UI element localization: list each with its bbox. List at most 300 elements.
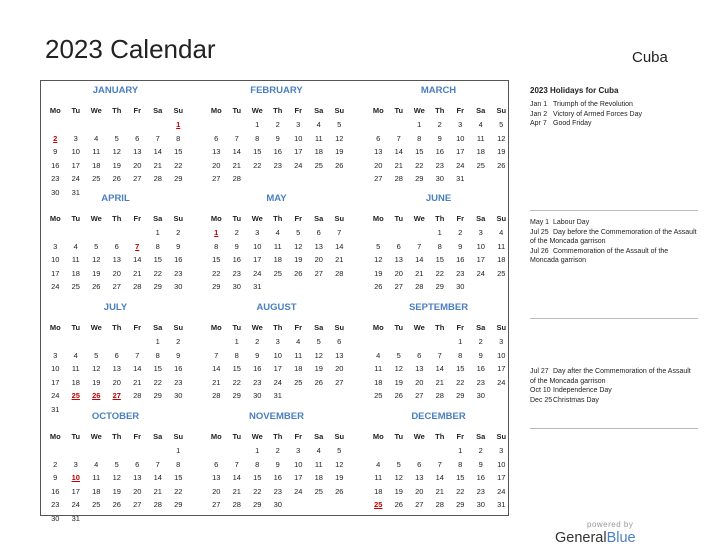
day-cell: 24	[273, 377, 282, 387]
day-cell: 15	[174, 473, 183, 482]
weekday-header: We	[251, 106, 263, 115]
day-cell: 10	[273, 350, 282, 360]
day-cell: 21	[394, 160, 403, 170]
day-cell: 13	[374, 147, 383, 156]
day-cell: 23	[51, 174, 60, 183]
day-cell: 4	[316, 120, 321, 129]
day-cell: 20	[335, 364, 344, 373]
weekday-header: Su	[496, 323, 507, 332]
day-cell: 1	[155, 228, 160, 237]
day-cell: 17	[497, 473, 506, 482]
day-cell: 25	[273, 268, 282, 278]
day-cell: 27	[212, 500, 221, 509]
month-name: AUGUST	[256, 302, 297, 313]
day-cell: 29	[153, 282, 162, 291]
day-cell: 30	[456, 282, 465, 291]
weekday-header: Fr	[456, 214, 464, 223]
month-name: SEPTEMBER	[408, 302, 469, 313]
day-cell: 9	[176, 241, 181, 251]
weekday-header: Tu	[71, 323, 81, 332]
day-cell: 17	[71, 160, 80, 170]
day-cell: 27	[374, 174, 383, 183]
weekday-header: Su	[334, 432, 345, 441]
holiday-date: Jan 2	[530, 110, 548, 118]
holiday-item	[530, 228, 698, 247]
weekday-header: Mo	[372, 106, 384, 115]
weekday-header: Su	[173, 432, 184, 441]
day-cell: 11	[71, 255, 80, 264]
day-cell: 25	[476, 160, 485, 170]
day-cell: 28	[232, 174, 241, 183]
holiday-date: Jul 26	[530, 247, 549, 255]
day-cell: 14	[232, 147, 241, 156]
weekday-header: Sa	[153, 432, 163, 441]
day-cell: 10	[51, 255, 60, 264]
weekday-header: We	[251, 323, 263, 332]
day-cell: 4	[376, 459, 381, 469]
day-cell: 8	[155, 350, 160, 360]
day-cell: 16	[273, 473, 282, 482]
day-cell: 11	[314, 459, 323, 469]
day-cell: 2	[176, 337, 181, 346]
day-cell: 5	[337, 446, 342, 455]
day-cell: 12	[335, 459, 344, 469]
holiday-day-cell: 1	[176, 120, 181, 129]
weekday-header: Fr	[456, 432, 464, 441]
day-cell: 24	[476, 268, 485, 278]
holiday-name: Labour Day	[553, 219, 590, 226]
day-cell: 4	[376, 350, 381, 360]
weekday-header: Tu	[71, 214, 81, 223]
day-cell: 11	[92, 147, 101, 156]
day-cell: 5	[396, 350, 401, 360]
day-cell: 27	[335, 377, 344, 387]
day-cell: 20	[133, 160, 142, 170]
day-cell: 24	[497, 377, 506, 387]
day-cell: 1	[176, 446, 181, 455]
day-cell: 22	[153, 377, 162, 387]
day-cell: 1	[255, 120, 260, 129]
weekday-header: Su	[173, 323, 184, 332]
holiday-name: Triumph of the Revolution	[553, 101, 633, 108]
day-cell: 17	[294, 147, 303, 156]
day-cell: 17	[497, 364, 506, 373]
month-name: APRIL	[101, 193, 130, 204]
weekday-header: We	[251, 432, 263, 441]
day-cell: 6	[214, 459, 219, 469]
day-cell: 4	[275, 228, 280, 237]
day-cell: 9	[478, 350, 483, 360]
day-cell: 2	[458, 228, 463, 237]
day-cell: 17	[253, 255, 262, 264]
weekday-header: Su	[173, 214, 184, 223]
day-cell: 1	[458, 337, 463, 346]
day-cell: 24	[253, 268, 262, 278]
weekday-header: Tu	[232, 432, 242, 441]
weekday-header: We	[90, 106, 102, 115]
day-cell: 29	[232, 391, 241, 400]
holiday-divider	[530, 318, 698, 319]
day-cell: 8	[234, 350, 239, 360]
day-cell: 18	[71, 377, 80, 387]
day-cell: 18	[314, 473, 323, 482]
day-cell: 11	[294, 350, 303, 360]
holiday-name: Day after the Commemoration of the Assault of the Moncada garrison	[530, 368, 691, 385]
day-cell: 23	[253, 377, 262, 387]
day-cell: 17	[294, 473, 303, 482]
holiday-name: Good Friday	[553, 120, 592, 127]
weekday-header: Fr	[133, 106, 141, 115]
day-cell: 15	[212, 255, 221, 264]
day-cell: 2	[275, 120, 280, 129]
day-cell: 19	[497, 147, 506, 156]
day-cell: 10	[497, 350, 506, 360]
day-cell: 1	[234, 337, 239, 346]
day-cell: 12	[497, 133, 506, 143]
day-cell: 16	[456, 255, 465, 264]
day-cell: 11	[476, 133, 485, 143]
day-cell: 25	[71, 282, 80, 291]
day-cell: 18	[92, 486, 101, 496]
day-cell: 31	[273, 391, 282, 400]
day-cell: 6	[417, 350, 422, 360]
day-cell: 11	[314, 133, 323, 143]
day-cell: 3	[73, 459, 78, 469]
day-cell: 12	[92, 364, 101, 373]
day-cell: 17	[456, 147, 465, 156]
day-cell: 3	[499, 446, 504, 455]
day-cell: 24	[71, 500, 80, 509]
holiday-name: Day before the Commemoration of the Assault of the Moncada garrison	[530, 228, 697, 245]
day-cell: 8	[437, 241, 442, 251]
day-cell: 13	[394, 255, 403, 264]
day-cell: 7	[437, 459, 442, 469]
day-cell: 12	[335, 133, 344, 143]
day-cell: 20	[133, 486, 142, 496]
day-cell: 29	[253, 500, 262, 509]
day-cell: 11	[497, 241, 506, 251]
day-cell: 2	[234, 228, 239, 237]
day-cell: 23	[174, 377, 183, 387]
day-cell: 10	[476, 241, 485, 251]
day-cell: 21	[435, 377, 444, 387]
day-cell: 23	[476, 486, 485, 496]
weekday-header: Fr	[456, 106, 464, 115]
month-name: NOVEMBER	[249, 411, 304, 422]
day-cell: 15	[435, 255, 444, 264]
day-cell: 19	[335, 473, 344, 482]
weekday-header: Th	[435, 432, 445, 441]
day-cell: 20	[112, 268, 121, 278]
day-cell: 21	[232, 486, 241, 496]
day-cell: 12	[294, 241, 303, 251]
day-cell: 24	[294, 486, 303, 496]
day-cell: 7	[214, 350, 219, 360]
day-cell: 23	[51, 500, 60, 509]
day-cell: 20	[212, 486, 221, 496]
day-cell: 15	[456, 473, 465, 482]
day-cell: 25	[92, 500, 101, 509]
day-cell: 19	[394, 377, 403, 387]
day-cell: 21	[435, 486, 444, 496]
weekday-header: We	[251, 214, 263, 223]
day-cell: 20	[314, 255, 323, 264]
day-cell: 26	[394, 500, 403, 509]
day-cell: 29	[456, 500, 465, 509]
day-cell: 7	[337, 228, 342, 237]
day-cell: 6	[214, 133, 219, 143]
day-cell: 16	[232, 255, 241, 264]
month-name: JANUARY	[92, 85, 139, 96]
month-name: DECEMBER	[411, 411, 466, 422]
day-cell: 15	[253, 147, 262, 156]
day-cell: 5	[94, 241, 99, 251]
day-cell: 3	[73, 133, 78, 143]
day-cell: 25	[374, 391, 383, 400]
day-cell: 22	[174, 486, 183, 496]
day-cell: 9	[255, 350, 260, 360]
generalblue-logo[interactable]	[555, 530, 636, 546]
weekday-header: Th	[273, 323, 283, 332]
day-cell: 15	[456, 364, 465, 373]
day-cell: 13	[415, 473, 424, 482]
day-cell: 13	[112, 364, 121, 373]
weekday-header: Sa	[476, 432, 486, 441]
day-cell: 28	[212, 391, 221, 400]
powered-by-text: powered by	[587, 520, 634, 529]
day-cell: 21	[133, 268, 142, 278]
weekday-header: Fr	[294, 432, 302, 441]
day-cell: 19	[335, 147, 344, 156]
day-cell: 3	[458, 120, 463, 129]
day-cell: 14	[153, 473, 162, 482]
weekday-header: Su	[334, 214, 345, 223]
weekday-header: Th	[112, 432, 122, 441]
day-cell: 26	[92, 282, 101, 291]
day-cell: 14	[335, 241, 344, 251]
day-cell: 20	[394, 268, 403, 278]
day-cell: 13	[212, 147, 221, 156]
day-cell: 28	[394, 174, 403, 183]
day-cell: 7	[135, 350, 140, 360]
day-cell: 2	[176, 228, 181, 237]
page-title: 2023 Calendar	[45, 34, 216, 64]
day-cell: 8	[458, 459, 463, 469]
day-cell: 12	[394, 473, 403, 482]
weekday-header: Sa	[314, 323, 324, 332]
day-cell: 23	[232, 268, 241, 278]
day-cell: 1	[458, 446, 463, 455]
day-cell: 30	[232, 282, 241, 291]
day-cell: 27	[212, 174, 221, 183]
day-cell: 13	[133, 147, 142, 156]
day-cell: 3	[478, 228, 483, 237]
weekday-header: Tu	[394, 323, 404, 332]
day-cell: 30	[476, 391, 485, 400]
day-cell: 2	[255, 337, 260, 346]
holiday-name: Victory of Armed Forces Day	[553, 110, 642, 118]
day-cell: 25	[92, 174, 101, 183]
holiday-divider	[530, 210, 698, 211]
day-cell: 21	[232, 160, 241, 170]
weekday-header: Tu	[232, 106, 242, 115]
day-cell: 24	[497, 486, 506, 496]
day-cell: 7	[234, 459, 239, 469]
day-cell: 17	[273, 364, 282, 373]
weekday-header: Tu	[71, 106, 81, 115]
day-cell: 5	[114, 133, 119, 143]
day-cell: 23	[174, 268, 183, 278]
weekday-header: Mo	[210, 106, 222, 115]
holiday-day-cell: 27	[112, 391, 121, 400]
day-cell: 28	[335, 268, 344, 278]
day-cell: 26	[374, 282, 383, 291]
day-cell: 25	[314, 160, 323, 170]
day-cell: 14	[133, 255, 142, 264]
day-cell: 1	[255, 446, 260, 455]
day-cell: 10	[71, 147, 80, 156]
weekday-header: Mo	[372, 214, 384, 223]
holiday-day-cell: 26	[92, 391, 101, 400]
weekday-header: Mo	[210, 214, 222, 223]
day-cell: 23	[435, 160, 444, 170]
day-cell: 22	[253, 160, 262, 170]
day-cell: 5	[94, 350, 99, 360]
weekday-header: Tu	[71, 432, 81, 441]
day-cell: 4	[73, 350, 78, 360]
weekday-header: We	[413, 432, 425, 441]
day-cell: 22	[456, 486, 465, 496]
weekday-header: Mo	[49, 106, 61, 115]
weekday-header: Sa	[153, 323, 163, 332]
weekday-header: Tu	[394, 214, 404, 223]
weekday-header: Tu	[394, 106, 404, 115]
day-cell: 7	[396, 133, 401, 143]
day-cell: 20	[415, 486, 424, 496]
day-cell: 10	[51, 364, 60, 373]
day-cell: 12	[374, 255, 383, 264]
day-cell: 10	[456, 133, 465, 143]
weekday-header: Mo	[210, 432, 222, 441]
day-cell: 24	[51, 391, 60, 400]
day-cell: 7	[155, 133, 160, 143]
day-cell: 2	[478, 446, 483, 455]
day-cell: 3	[296, 120, 301, 129]
day-cell: 7	[417, 241, 422, 251]
holiday-day-cell: 7	[135, 241, 140, 251]
weekday-header: Su	[496, 214, 507, 223]
weekday-header: Fr	[294, 106, 302, 115]
brand-part-blue: Blue	[606, 530, 636, 546]
weekday-header: Fr	[294, 323, 302, 332]
day-cell: 30	[174, 282, 183, 291]
day-cell: 9	[458, 241, 463, 251]
day-cell: 14	[394, 147, 403, 156]
day-cell: 31	[253, 282, 262, 291]
month-name: MAY	[266, 193, 287, 204]
holiday-day-cell: 10	[71, 473, 80, 482]
day-cell: 16	[476, 473, 485, 482]
day-cell: 18	[476, 147, 485, 156]
day-cell: 18	[314, 147, 323, 156]
day-cell: 12	[92, 255, 101, 264]
day-cell: 3	[53, 350, 58, 360]
weekday-header: Mo	[49, 214, 61, 223]
day-cell: 15	[253, 473, 262, 482]
day-cell: 13	[314, 241, 323, 251]
day-cell: 31	[71, 187, 80, 197]
day-cell: 9	[478, 459, 483, 469]
day-cell: 9	[53, 147, 58, 156]
day-cell: 2	[478, 337, 483, 346]
day-cell: 6	[337, 337, 342, 346]
day-cell: 14	[232, 473, 241, 482]
day-cell: 4	[499, 228, 504, 237]
day-cell: 29	[415, 174, 424, 183]
holiday-day-cell: 25	[71, 391, 80, 400]
day-cell: 28	[435, 500, 444, 509]
holiday-item	[530, 218, 698, 228]
day-cell: 16	[51, 160, 60, 170]
day-cell: 31	[456, 174, 465, 183]
day-cell: 19	[112, 160, 121, 170]
day-cell: 11	[374, 364, 383, 373]
day-cell: 13	[133, 473, 142, 482]
day-cell: 8	[214, 241, 219, 251]
weekday-header: Tu	[394, 432, 404, 441]
day-cell: 19	[92, 268, 101, 278]
day-cell: 23	[476, 377, 485, 387]
day-cell: 25	[294, 377, 303, 387]
day-cell: 5	[396, 459, 401, 469]
weekday-header: We	[90, 432, 102, 441]
day-cell: 26	[314, 377, 323, 387]
weekday-header: We	[90, 214, 102, 223]
day-cell: 22	[456, 377, 465, 387]
day-cell: 18	[294, 364, 303, 373]
day-cell: 25	[497, 268, 506, 278]
weekday-header: Mo	[49, 432, 61, 441]
weekday-header: Sa	[314, 214, 324, 223]
weekday-header: Th	[435, 323, 445, 332]
day-cell: 3	[255, 228, 260, 237]
day-cell: 21	[153, 486, 162, 496]
month-name: JUNE	[425, 193, 452, 204]
day-cell: 30	[273, 500, 282, 509]
day-cell: 22	[415, 160, 424, 170]
day-cell: 27	[314, 268, 323, 278]
day-cell: 21	[212, 377, 221, 387]
holiday-item	[530, 100, 698, 110]
day-cell: 13	[335, 350, 344, 360]
weekday-header: We	[90, 323, 102, 332]
day-cell: 5	[337, 120, 342, 129]
day-cell: 18	[273, 255, 282, 264]
day-cell: 14	[415, 255, 424, 264]
day-cell: 9	[53, 473, 58, 482]
day-cell: 22	[232, 377, 241, 387]
day-cell: 17	[51, 377, 60, 387]
weekday-header: Tu	[232, 323, 242, 332]
day-cell: 15	[153, 255, 162, 264]
day-cell: 16	[435, 147, 444, 156]
day-cell: 27	[394, 282, 403, 291]
month-name: FEBRUARY	[250, 85, 303, 96]
holiday-date: Jul 25	[530, 228, 549, 236]
day-cell: 5	[499, 120, 504, 129]
holiday-day-cell: 2	[53, 133, 58, 143]
holiday-date: Apr 7	[530, 120, 547, 127]
